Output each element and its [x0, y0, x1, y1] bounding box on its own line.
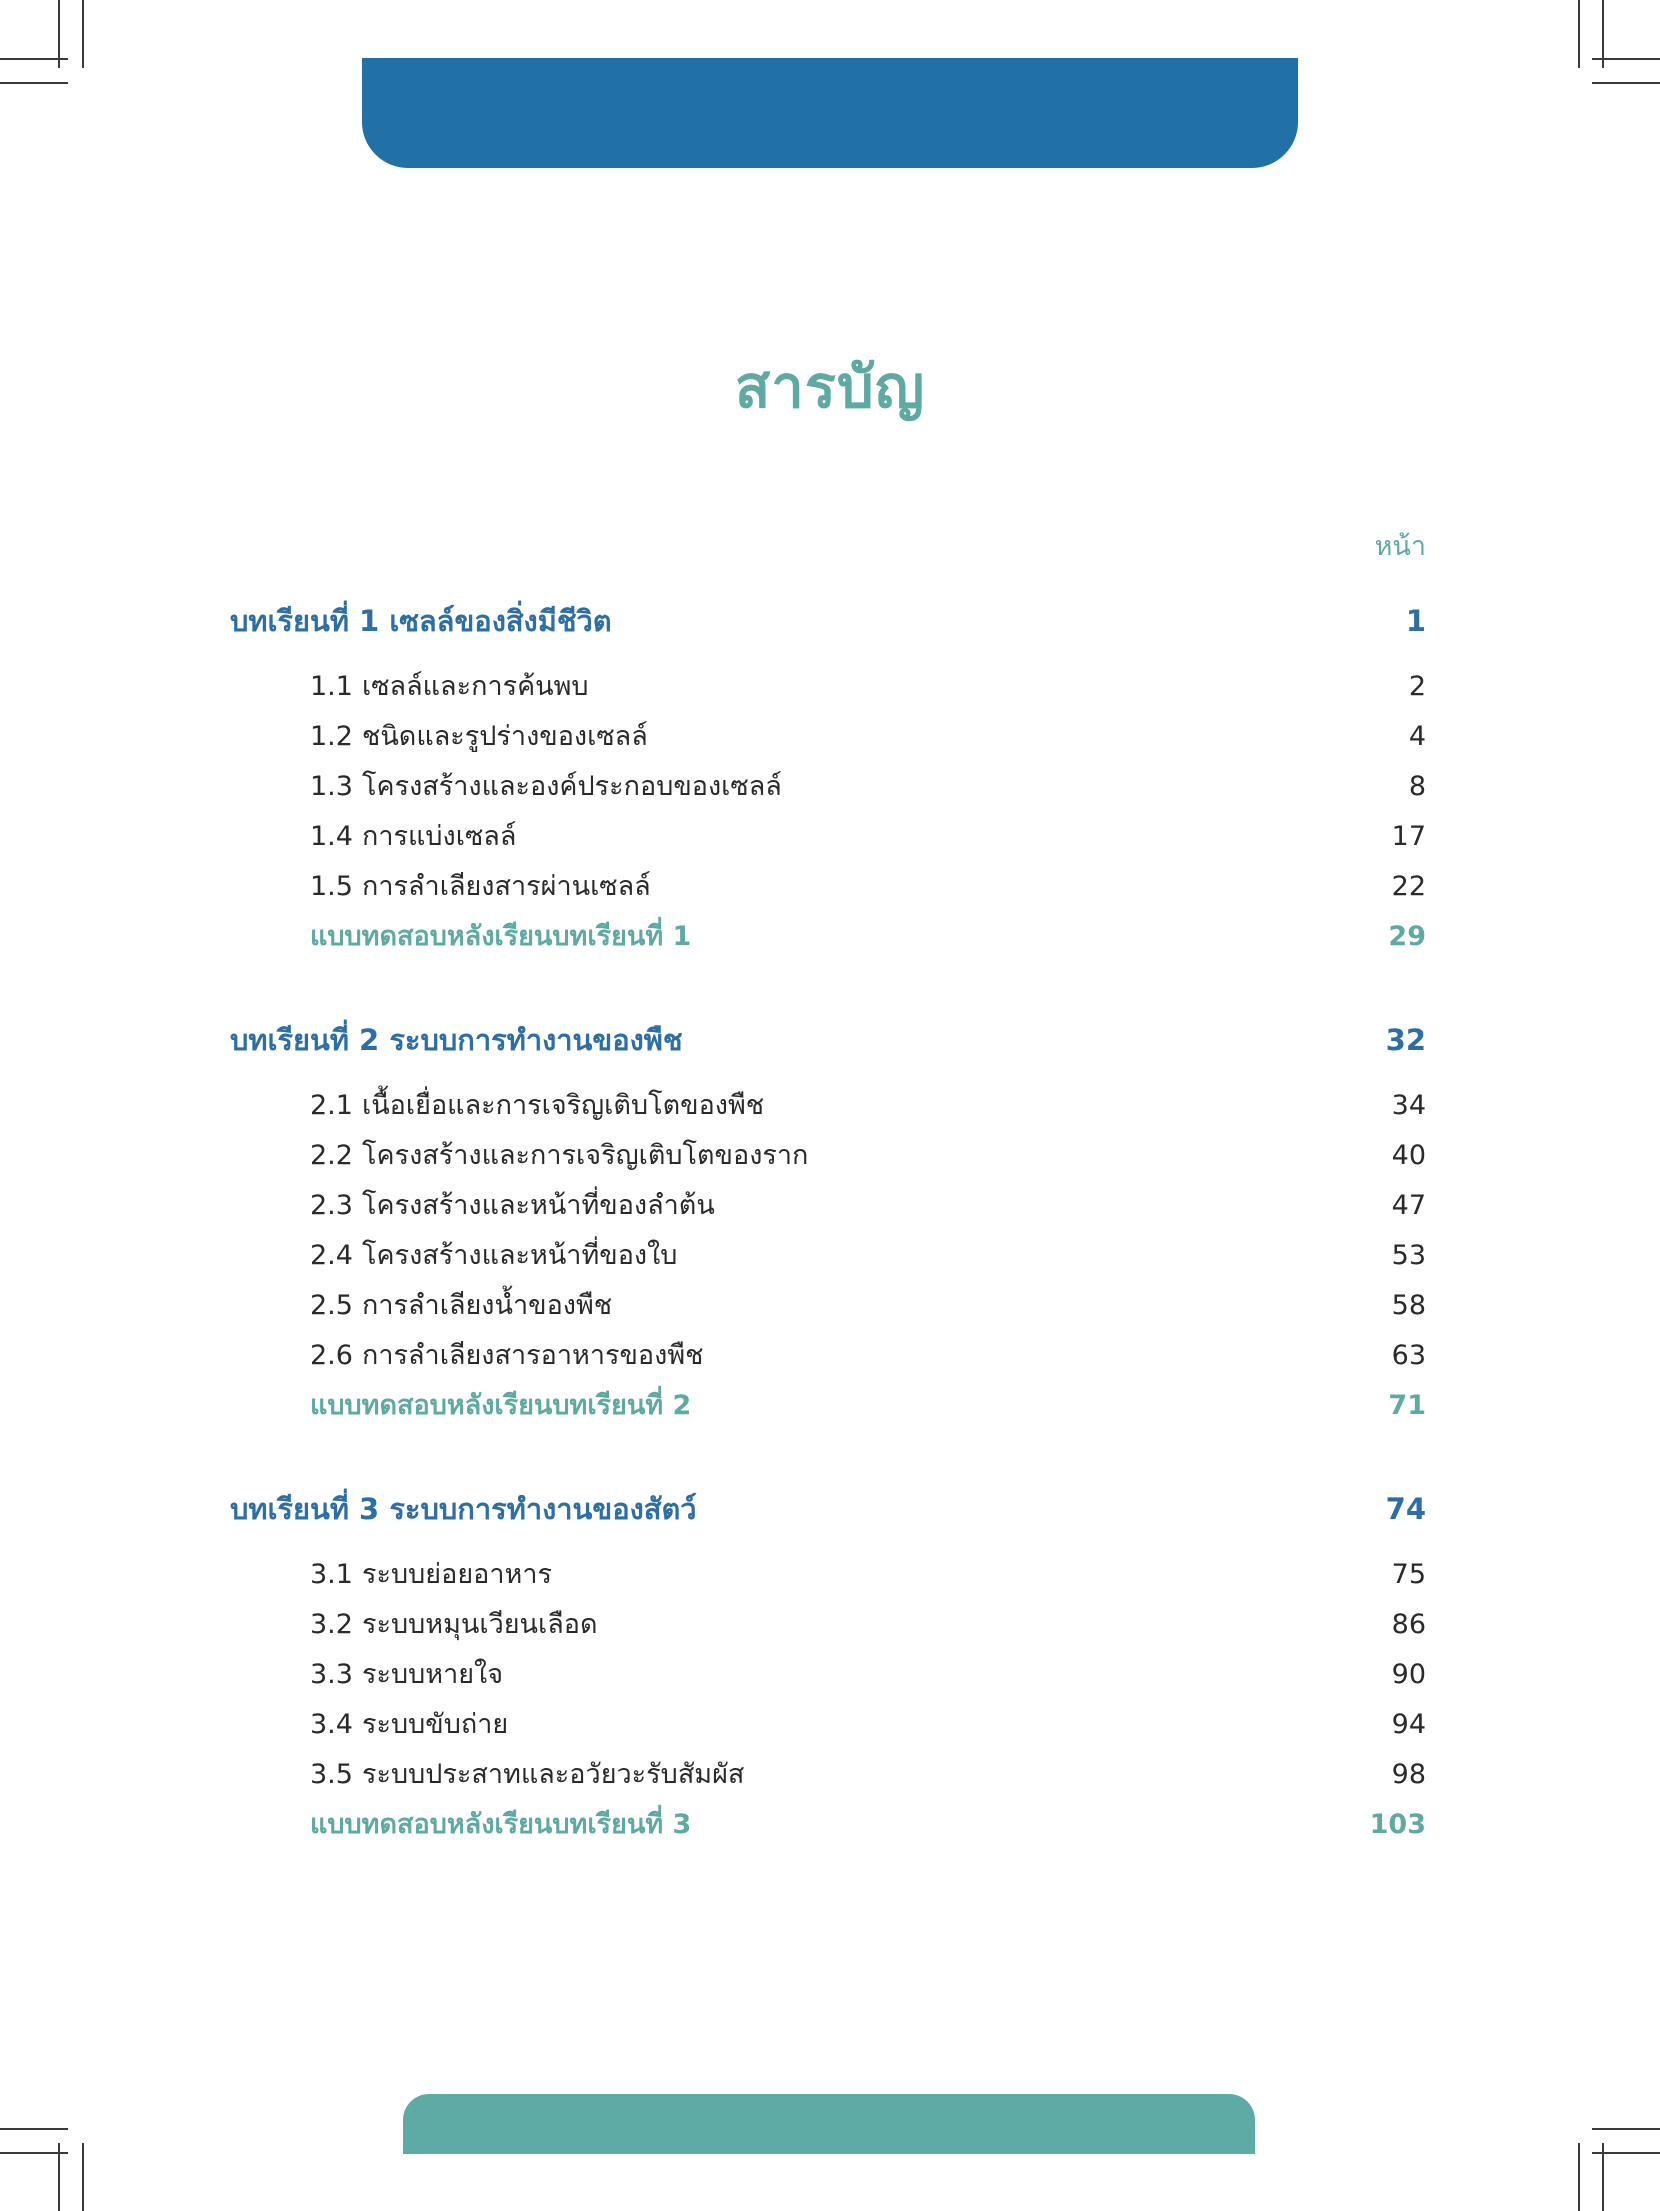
section-page: 17: [1391, 821, 1426, 852]
section-page: 94: [1391, 1709, 1426, 1740]
section-page: 47: [1391, 1190, 1426, 1221]
chapter-page: 1: [1405, 604, 1426, 638]
section-page: 98: [1391, 1759, 1426, 1790]
section-number: 2.3: [310, 1190, 353, 1221]
chapter-label: บทเรียนที่ 3 ระบบการทำงานของสัตว์: [230, 1492, 697, 1526]
section-number: 2.4: [310, 1240, 353, 1271]
section-page: 90: [1391, 1659, 1426, 1690]
quiz-page: 71: [1388, 1390, 1426, 1421]
section-page: 22: [1391, 871, 1426, 902]
section-number: 3.2: [310, 1609, 353, 1640]
section-title: การลำเลียงสารผ่านเซลล์: [362, 871, 651, 902]
section-title: ระบบหมุนเวียนเลือด: [362, 1609, 598, 1640]
section-number: 1.2: [310, 721, 353, 752]
section-page: 40: [1391, 1140, 1426, 1171]
section-number: 3.5: [310, 1759, 353, 1790]
section-title: โครงสร้างและการเจริญเติบโตของราก: [362, 1140, 809, 1171]
section-number: 2.5: [310, 1290, 353, 1321]
toc-section-1-4[interactable]: [0, 817, 1660, 857]
section-title: โครงสร้างและหน้าที่ของใบ: [362, 1240, 678, 1271]
section-number: 2.2: [310, 1140, 353, 1171]
toc-quiz-2[interactable]: [0, 1386, 1660, 1426]
section-page: 63: [1391, 1340, 1426, 1371]
section-page: 34: [1391, 1090, 1426, 1121]
section-number: 1.1: [310, 671, 353, 702]
section-page: 8: [1408, 771, 1426, 802]
toc-section-3-2[interactable]: [0, 1605, 1660, 1645]
section-title: เนื้อเยื่อและการเจริญเติบโตของพืช: [362, 1090, 765, 1121]
section-title: โครงสร้างและหน้าที่ของลำต้น: [362, 1190, 715, 1221]
section-page: 75: [1391, 1559, 1426, 1590]
toc-quiz-1[interactable]: [0, 917, 1660, 957]
bottom-banner: [403, 2094, 1255, 2154]
toc-section-1-1[interactable]: [0, 667, 1660, 707]
section-title: ระบบขับถ่าย: [362, 1709, 509, 1740]
toc-quiz-3[interactable]: [0, 1805, 1660, 1845]
section-title: ระบบหายใจ: [362, 1659, 504, 1690]
toc-section-1-3[interactable]: [0, 767, 1660, 807]
section-title: การลำเลียงน้ำของพืช: [362, 1290, 613, 1321]
section-number: 1.5: [310, 871, 353, 902]
toc-section-3-4[interactable]: [0, 1705, 1660, 1745]
section-page: 58: [1391, 1290, 1426, 1321]
quiz-page: 103: [1369, 1809, 1426, 1840]
top-banner: [362, 58, 1298, 168]
section-number: 3.1: [310, 1559, 353, 1590]
section-title: ชนิดและรูปร่างของเซลล์: [362, 721, 648, 752]
section-number: 3.4: [310, 1709, 353, 1740]
toc-section-2-1[interactable]: [0, 1086, 1660, 1126]
section-title: เซลล์และการค้นพบ: [362, 671, 589, 702]
section-page: 2: [1408, 671, 1426, 702]
chapter-page: 74: [1385, 1492, 1426, 1526]
quiz-label: แบบทดสอบหลังเรียนบทเรียนที่ 1: [310, 921, 692, 952]
toc-section-2-3[interactable]: [0, 1186, 1660, 1226]
toc-section-3-3[interactable]: [0, 1655, 1660, 1695]
toc-section-2-2[interactable]: [0, 1136, 1660, 1176]
quiz-label: แบบทดสอบหลังเรียนบทเรียนที่ 3: [310, 1809, 692, 1840]
section-number: 1.3: [310, 771, 353, 802]
page-column-label: หน้า: [1374, 531, 1426, 562]
chapter-label: บทเรียนที่ 2 ระบบการทำงานของพืช: [230, 1023, 683, 1057]
section-number: 2.6: [310, 1340, 353, 1371]
toc-chapter-3[interactable]: [0, 1489, 1660, 1529]
section-title: ระบบประสาทและอวัยวะรับสัมผัส: [362, 1759, 745, 1790]
toc-section-3-1[interactable]: [0, 1555, 1660, 1595]
section-title: การแบ่งเซลล์: [362, 821, 517, 852]
section-number: 3.3: [310, 1659, 353, 1690]
chapter-label: บทเรียนที่ 1 เซลล์ของสิ่งมีชีวิต: [230, 604, 612, 638]
section-page: 4: [1408, 721, 1426, 752]
section-page: 53: [1391, 1240, 1426, 1271]
section-number: 1.4: [310, 821, 353, 852]
quiz-label: แบบทดสอบหลังเรียนบทเรียนที่ 2: [310, 1390, 692, 1421]
toc-chapter-1[interactable]: [0, 601, 1660, 641]
toc-section-2-6[interactable]: [0, 1336, 1660, 1376]
section-page: 86: [1391, 1609, 1426, 1640]
toc-section-1-2[interactable]: [0, 717, 1660, 757]
section-title: ระบบย่อยอาหาร: [362, 1559, 552, 1590]
chapter-page: 32: [1385, 1023, 1426, 1057]
toc-section-2-4[interactable]: [0, 1236, 1660, 1276]
section-title: การลำเลียงสารอาหารของพืช: [362, 1340, 704, 1371]
page-title: สารบัญ: [734, 353, 926, 421]
toc-section-3-5[interactable]: [0, 1755, 1660, 1795]
quiz-page: 29: [1388, 921, 1426, 952]
toc-section-1-5[interactable]: [0, 867, 1660, 907]
toc-section-2-5[interactable]: [0, 1286, 1660, 1326]
toc-chapter-2[interactable]: [0, 1020, 1660, 1060]
section-number: 2.1: [310, 1090, 353, 1121]
section-title: โครงสร้างและองค์ประกอบของเซลล์: [362, 771, 782, 802]
